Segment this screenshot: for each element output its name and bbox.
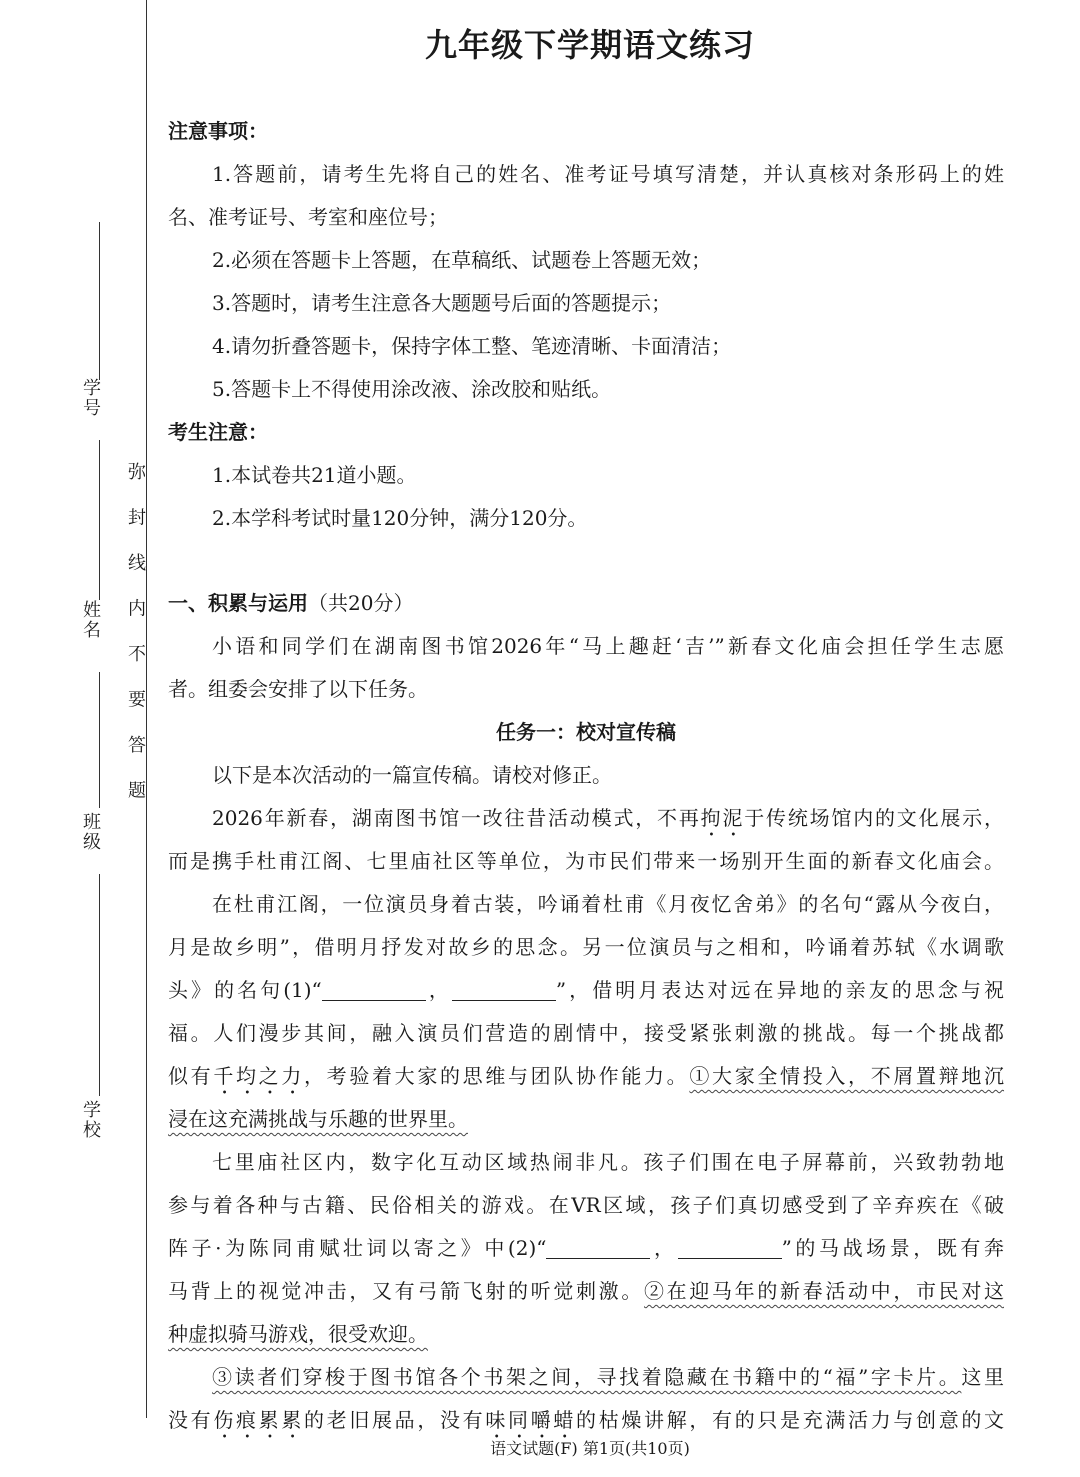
passage-line: 而是携手杜甫江阁、七里庙社区等单位，为市民们带来一场别开生面的新春文化庙会。 [168, 849, 1004, 873]
notice-item: 名、准考证号、考室和座位号； [168, 205, 448, 229]
passage-line: 七里庙社区内，数字化互动区域热闹非凡。孩子们围在电子屏幕前，兴致勃勃地 [212, 1150, 1004, 1174]
sentence-3: ③读者们穿梭于图书馆各个书架之间，寻找着隐藏在书籍中的“福”字卡片。 [212, 1365, 962, 1389]
notice-item: 5.答题卡上不得使用涂改液、涂改胶和贴纸。 [212, 377, 612, 401]
school-label: 学校 [80, 1100, 101, 1140]
passage-line: 2026年新春，湖南图书馆一改往昔活动模式，不再拘泥于传统场馆内的文化展示， [212, 806, 1004, 830]
class-label: 班级 [80, 812, 101, 852]
name-label: 姓名 [80, 600, 101, 640]
student-id-label: 学号 [80, 378, 101, 418]
student-id-blank[interactable] [99, 222, 100, 380]
notice-item: 4.请勿折叠答题卡，保持字体工整、笔迹清晰、卡面清洁； [212, 334, 732, 358]
sentence-1: ①大家全情投入，不屑置辩地沉 [689, 1064, 1005, 1088]
passage-line: 福。人们漫步其间，融入演员们营造的剧情中，接受紧张刺激的挑战。每一个挑战都 [168, 1021, 1004, 1045]
fill-blank-1a[interactable] [322, 976, 426, 1001]
fill-blank-2b[interactable] [678, 1234, 782, 1259]
marked-word: 味同嚼蜡 [485, 1408, 577, 1432]
seal-line-warning: 弥封线内不要答题 [125, 462, 146, 826]
passage-line: 似有千均之力，考验着大家的思维与团队协作能力。①大家全情投入，不屑置辩地沉 [168, 1064, 1005, 1088]
task1-title: 任务一：校对宣传稿 [496, 720, 676, 744]
notice-item: 1.答题前，请考生先将自己的姓名、准考证号填写清楚，并认真核对条形码上的姓 [212, 162, 1004, 186]
class-blank[interactable] [99, 672, 100, 808]
sentence-1-cont: 浸在这充满挑战与乐趣的世界里。 [168, 1107, 468, 1131]
passage-line: 马背上的视觉冲击，又有弓箭飞射的听觉刺激。②在迎马年的新春活动中，市民对这 [168, 1279, 1004, 1303]
section-heading [168, 582, 1004, 625]
passage-line: 月是故乡明”，借明月抒发对故乡的思念。另一位演员与之相和，吟诵着苏轼《水调歌 [168, 935, 1004, 959]
notice-heading: 注意事项： [168, 119, 268, 143]
passage-line: 在杜甫江阁，一位演员身着古装，吟诵着杜甫《月夜忆舍弟》的名句“露从今夜白， [212, 892, 1004, 916]
page-footer: 语文试题(F) 第1页(共10页) [490, 1439, 690, 1458]
section-intro: 者。组委会安排了以下任务。 [168, 677, 428, 701]
fill-blank-1b[interactable] [452, 976, 556, 1001]
passage-line [168, 1313, 1004, 1356]
sentence-2: ②在迎马年的新春活动中，市民对这 [644, 1279, 1004, 1303]
binding-line [146, 0, 147, 1418]
passage-line: ③读者们穿梭于图书馆各个书架之间，寻找着隐藏在书籍中的“福”字卡片。这里 [212, 1365, 1005, 1389]
candidate-item: 1.本试卷共21道小题。 [212, 463, 417, 487]
exam-content [168, 110, 1004, 1442]
candidate-item: 2.本学科考试时量120分钟，满分120分。 [212, 506, 588, 530]
passage-line: 没有伤痕累累的老旧展品，没有味同嚼蜡的枯燥讲解，有的只是充满活力与创意的文 [168, 1408, 1005, 1432]
passage-line: 参与着各种与古籍、民俗相关的游戏。在VR区域，孩子们真切感受到了辛弃疾在《破 [168, 1193, 1004, 1217]
section-score: （共20分） [308, 591, 414, 615]
section-title: 一、积累与运用 [168, 591, 308, 615]
notice-item: 2.必须在答题卡上答题，在草稿纸、试题卷上答题无效； [212, 248, 712, 272]
notice-item: 3.答题时，请考生注意各大题题号后面的答题提示； [212, 291, 672, 315]
marked-word: 千均之力 [213, 1064, 305, 1088]
passage-line: 阵子·为陈同甫赋壮词以寄之》中(2)“ ， ”的马战场景，既有奔 [168, 1236, 1005, 1260]
marked-word: 伤痕累累 [213, 1408, 305, 1432]
passage-line [168, 1098, 1004, 1141]
section-intro: 小语和同学们在湖南图书馆2026年“马上趣赶‘吉’”新春文化庙会担任学生志愿 [212, 634, 1004, 658]
page-title: 九年级下学期语文练习 [424, 26, 755, 64]
school-blank[interactable] [99, 874, 100, 1096]
candidate-heading: 考生注意： [168, 420, 268, 444]
sentence-2-cont: 种虚拟骑马游戏，很受欢迎。 [168, 1322, 428, 1346]
task1-intro: 以下是本次活动的一篇宣传稿。请校对修正。 [212, 763, 612, 787]
name-blank[interactable] [99, 440, 100, 600]
passage-line: 头》的名句(1)“ ， ”，借明月表达对远在异地的亲友的思念与祝 [168, 978, 1004, 1002]
fill-blank-2a[interactable] [546, 1234, 650, 1259]
marked-word: 拘泥 [700, 806, 745, 830]
